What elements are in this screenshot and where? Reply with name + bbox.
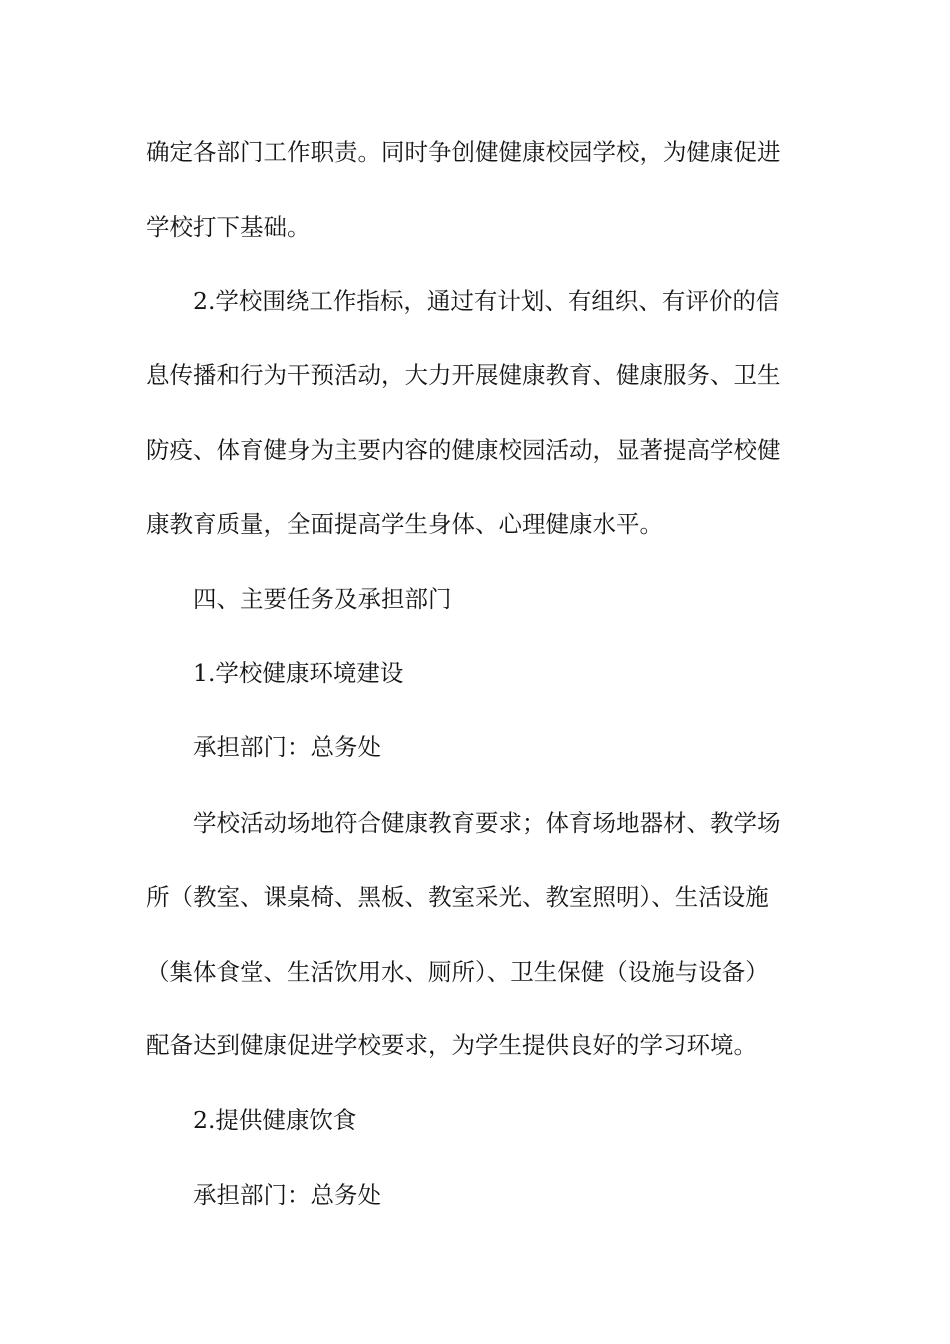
paragraph-line: 防疫、体育健身为主要内容的健康校园活动，显著提高学校健: [146, 436, 781, 464]
paragraph-line: 确定各部门工作职责。同时争创健健康校园学校，为健康促进: [146, 138, 781, 166]
subsection-heading: 1.学校健康环境建设: [193, 659, 404, 687]
subsection-heading: 2.提供健康饮食: [193, 1106, 357, 1134]
paragraph-line: 配备达到健康促进学校要求，为学生提供良好的学习环境。: [146, 1031, 757, 1059]
paragraph-line: 所（教室、课桌椅、黑板、教室采光、教室照明）、生活设施: [146, 883, 769, 911]
paragraph-line: 学校活动场地符合健康教育要求；体育场地器材、教学场: [193, 809, 781, 837]
responsible-department: 承担部门：总务处: [193, 733, 381, 761]
paragraph-line: （集体食堂、生活饮用水、厕所）、卫生保健（设施与设备）: [146, 958, 769, 986]
paragraph-line: 学校打下基础。: [146, 213, 311, 241]
responsible-department: 承担部门：总务处: [193, 1181, 381, 1209]
section-heading: 四、主要任务及承担部门: [193, 585, 452, 613]
paragraph-line: 康教育质量，全面提高学生身体、心理健康水平。: [146, 510, 663, 538]
paragraph-line: 2.学校围绕工作指标，通过有计划、有组织、有评价的信: [193, 287, 780, 315]
paragraph-line: 息传播和行为干预活动，大力开展健康教育、健康服务、卫生: [146, 361, 781, 389]
